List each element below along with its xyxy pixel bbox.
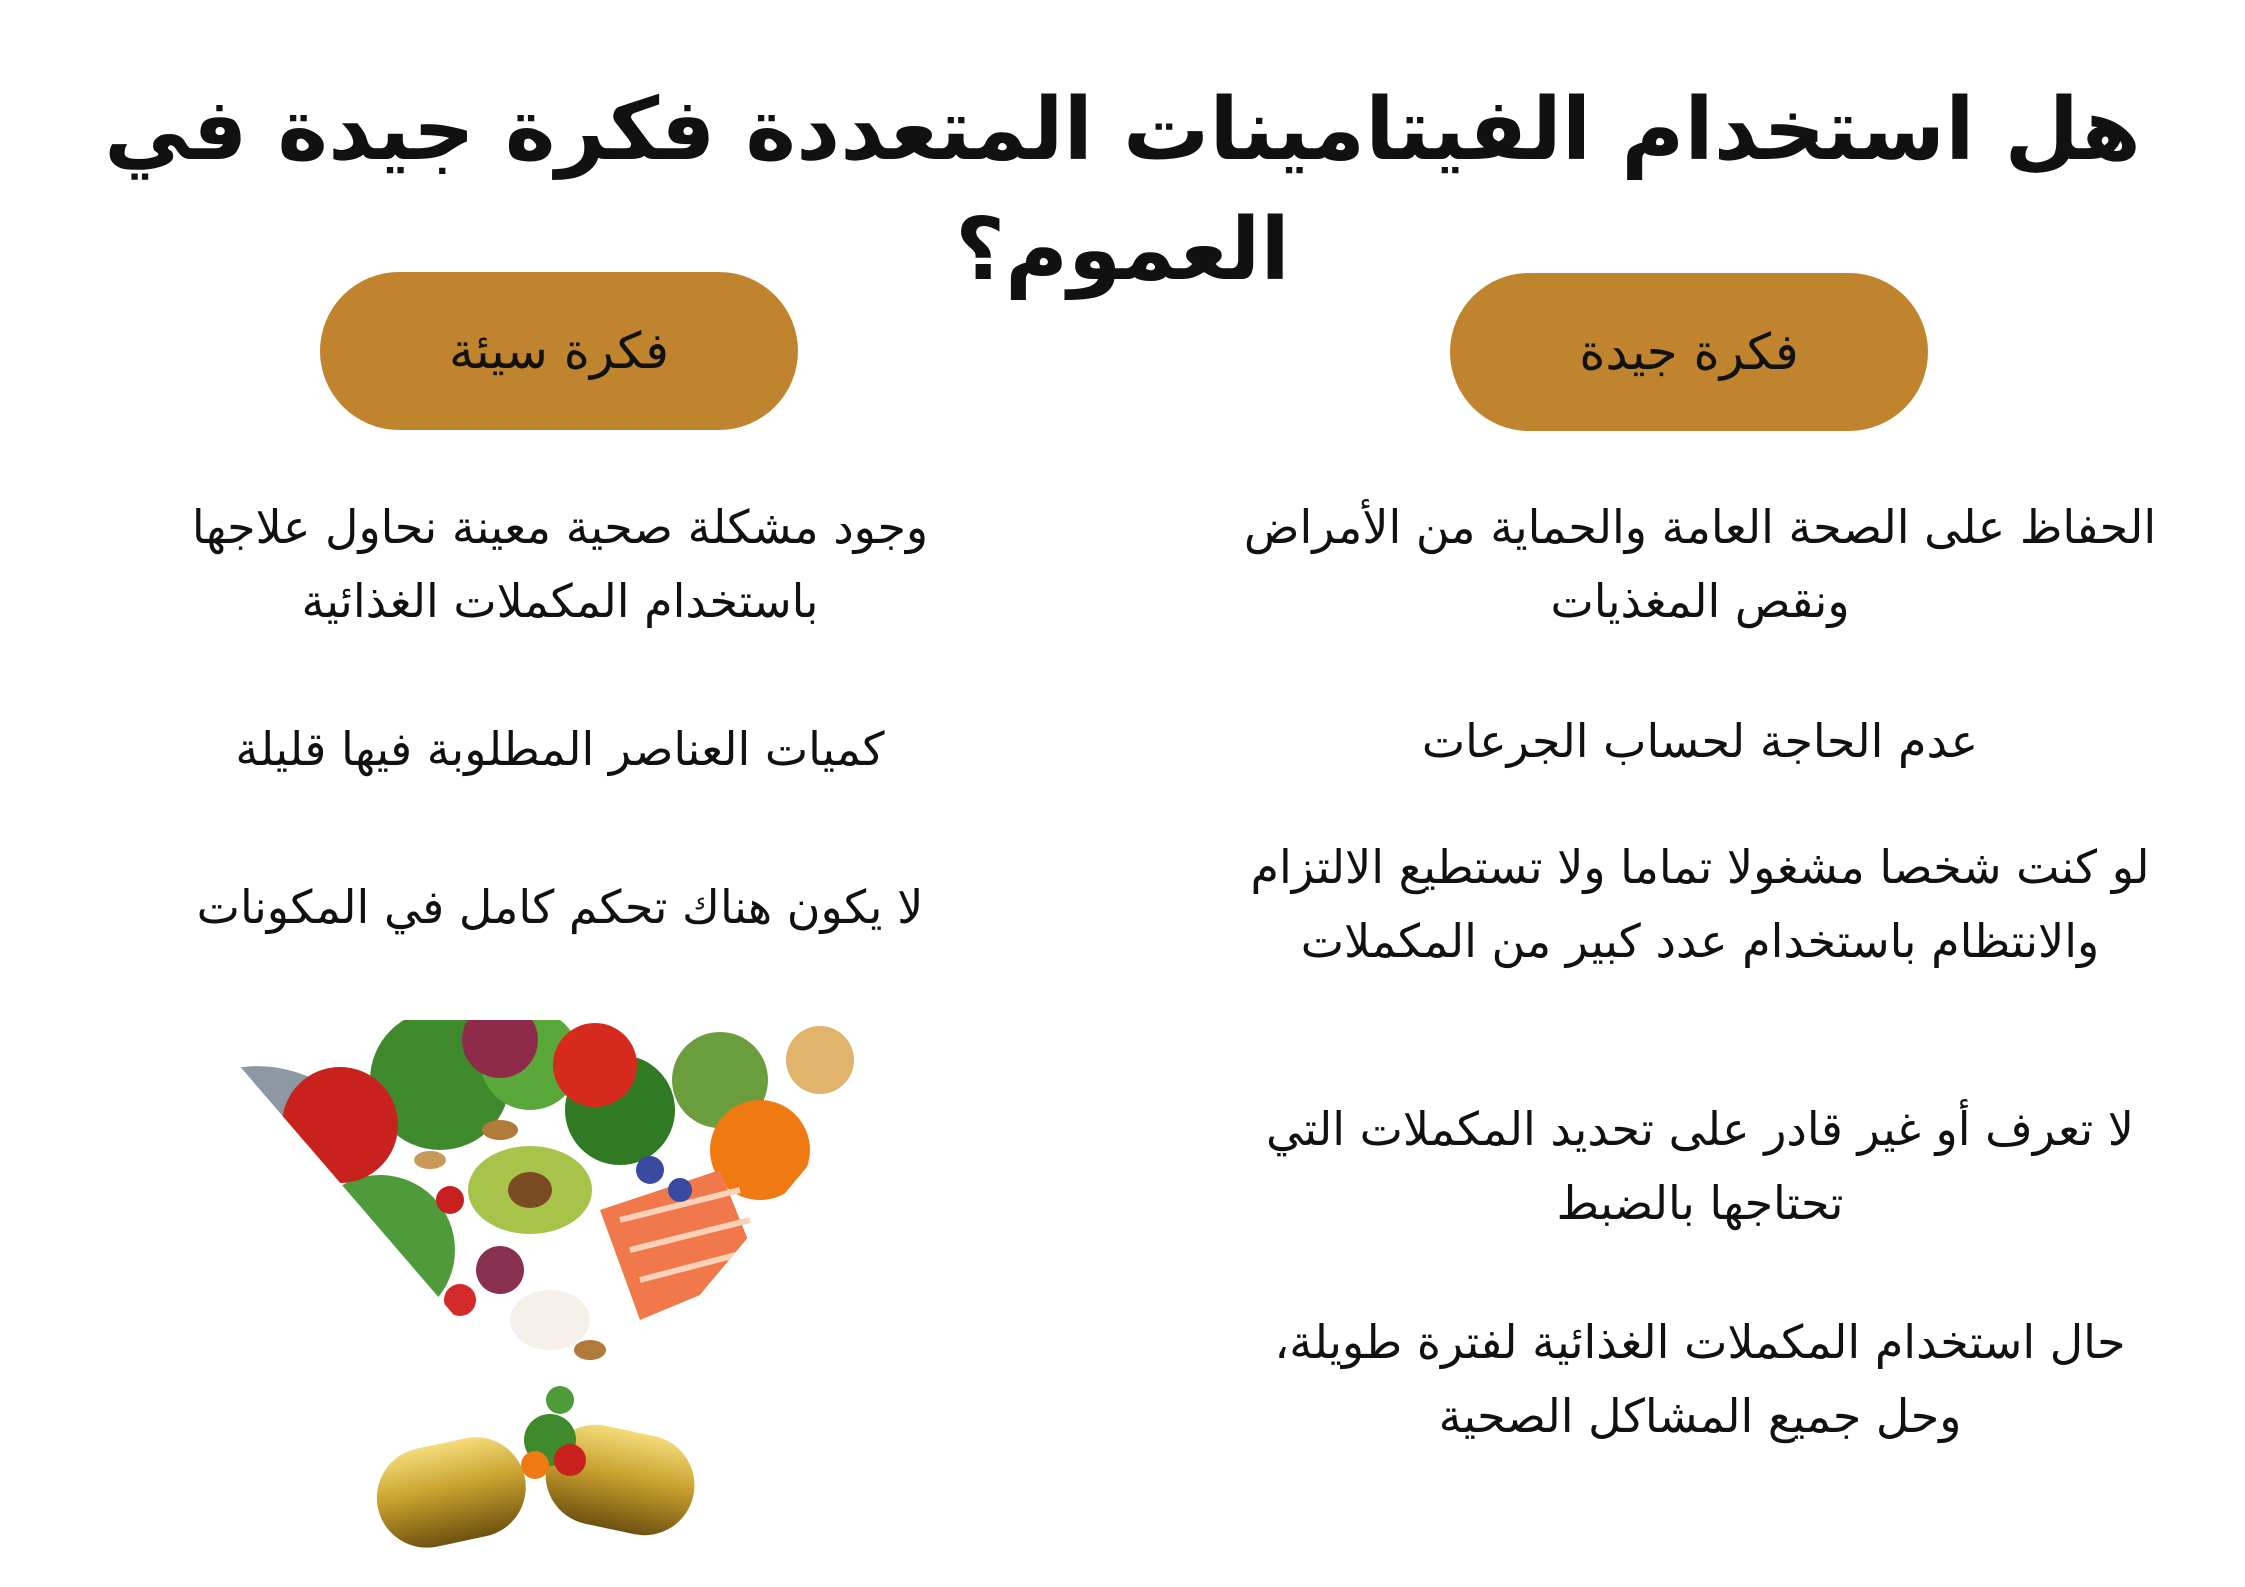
good-idea-item: لا تعرف أو غير قادر على تحديد المكملات التي تحتاجها بالضبط	[1265, 1102, 2135, 1230]
bad-idea-label-text: فكرة سيئة	[448, 322, 670, 380]
good-idea-label	[1450, 273, 1928, 431]
bad-idea-item: كميات العناصر المطلوبة فيها قليلة	[235, 722, 885, 776]
good-idea-item: الحفاظ على الصحة العامة والحماية من الأمراض ونقص المغذيات	[1243, 500, 2157, 628]
food-funnel-into-capsule-icon	[200, 1020, 930, 1560]
page-title: هل استخدام الفيتامينات المتعددة فكرة جيدة في العموم؟	[104, 80, 2141, 300]
bad-idea-item: وجود مشكلة صحية معينة نحاول علاجها باستخدام المكملات الغذائية	[191, 500, 929, 628]
bad-idea-label	[320, 272, 798, 430]
bad-idea-item: لا يكون هناك تحكم كامل في المكونات	[196, 880, 924, 934]
good-idea-item: حال استخدام المكملات الغذائية لفترة طويلة، وحل جميع المشاكل الصحية	[1274, 1315, 2126, 1443]
good-idea-item: لو كنت شخصا مشغولا تماما ولا تستطيع الالتزام والانتظام باستخدام عدد كبير من المكملات	[1250, 840, 2150, 968]
good-idea-label-text: فكرة جيدة	[1579, 323, 1799, 381]
good-idea-item: عدم الحاجة لحساب الجرعات	[1421, 714, 1979, 768]
